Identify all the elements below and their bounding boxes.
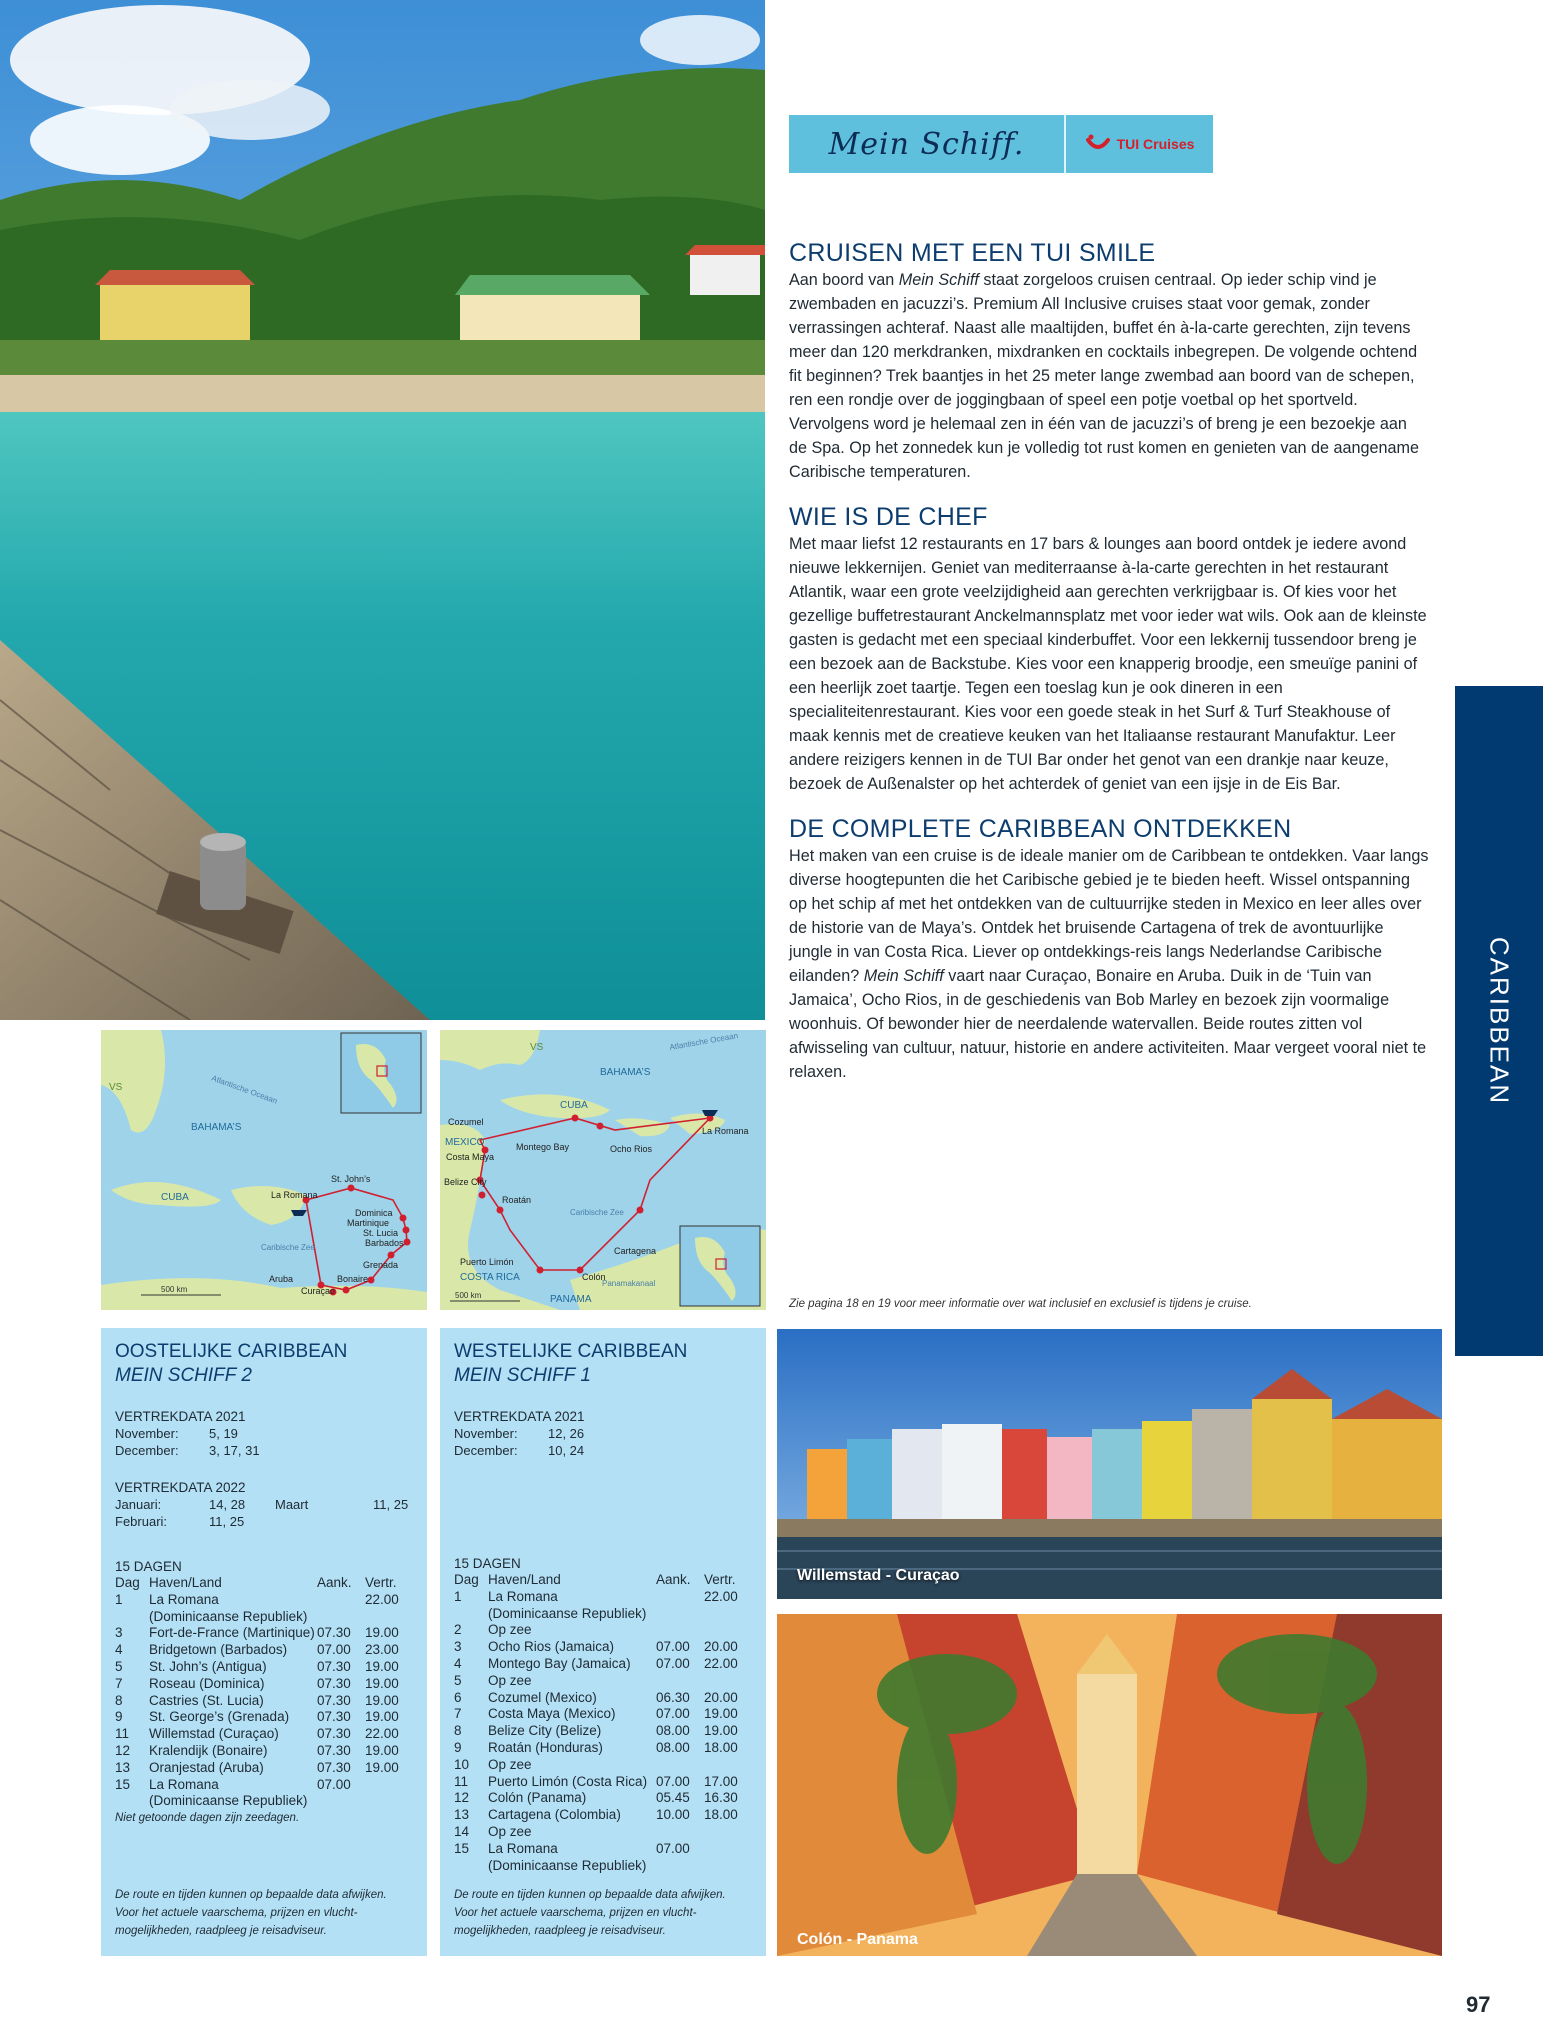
cell-arr: 07.30 — [317, 1709, 351, 1725]
cell-day: 13 — [115, 1759, 131, 1775]
photo-caption: Willemstad - Curaçao — [797, 1567, 960, 1584]
region-label: CARIBBEAN — [1484, 936, 1515, 1106]
itinerary-table — [115, 1575, 413, 1810]
cell-day: 9 — [454, 1739, 462, 1755]
cell-dep: 22.00 — [365, 1591, 399, 1607]
table-row — [454, 1622, 752, 1639]
table-row — [115, 1709, 413, 1726]
itinerary-box-west — [440, 1328, 766, 1956]
itinerary-table — [454, 1572, 752, 1874]
table-row — [454, 1774, 752, 1791]
duration-label: 15 DAGEN — [454, 1556, 521, 1571]
cell-arr — [656, 1589, 704, 1606]
cell-arr: 07.00 — [317, 1776, 351, 1792]
table-row — [454, 1706, 752, 1723]
itinerary-box-east — [101, 1328, 427, 1956]
map-western-caribbean — [440, 1030, 766, 1310]
table-row — [115, 1793, 413, 1810]
article-text — [789, 238, 1429, 1102]
cell-port: (Dominicaanse Republiek) — [488, 1605, 647, 1621]
cell-arr: 07.00 — [656, 1706, 690, 1722]
cell-dep: 16.30 — [704, 1790, 738, 1806]
cell-port: La Romana — [149, 1776, 219, 1792]
cell-day — [454, 1606, 488, 1623]
cell-day: 8 — [115, 1692, 123, 1708]
cell-day: 9 — [115, 1709, 123, 1725]
port-label: Grenada — [363, 1260, 399, 1270]
table-row — [115, 1693, 413, 1710]
cell-arr: 06.30 — [656, 1689, 690, 1705]
dates-row: November: 5, 19 — [115, 1426, 238, 1441]
cell-day: 3 — [454, 1639, 462, 1655]
table-row — [115, 1625, 413, 1642]
cell-dep — [365, 1609, 413, 1626]
cell-arr — [656, 1824, 704, 1841]
port-label: Dominica — [355, 1208, 393, 1218]
port-label: Martinique — [347, 1218, 390, 1228]
cell-day — [115, 1793, 149, 1810]
table-row — [454, 1606, 752, 1623]
cell-day: 4 — [115, 1642, 123, 1658]
cell-port: St. John’s (Antigua) — [149, 1658, 267, 1674]
cell-day: 10 — [454, 1756, 470, 1772]
map-label-vs: VS — [109, 1082, 123, 1093]
port-label: Montego Bay — [516, 1142, 570, 1152]
cell-port: Montego Bay (Jamaica) — [488, 1655, 631, 1671]
cell-arr: 07.00 — [656, 1840, 690, 1856]
dates-label: VERTREKDATA 2021 — [115, 1409, 246, 1424]
section-heading-2: WIE IS DE CHEF — [789, 503, 988, 531]
dates-label: VERTREKDATA 2021 — [454, 1409, 585, 1424]
section-body-1: Aan boord van Mein Schiff staat zorgeloos cruisen centraal. Op ieder schip vind je zwembaden en jacuzzi’s. Premium All Inclusive cruises staat voor gemak, zonder verrassingen achteraf. Naast alle maaltijden, buffet én à-la-carte gerechten, zijn tevens meer dan 120 merkdranken, mixdranken en cocktails inbegrepen. De volgende ochtend fit beginnen? Trek baantjes in het 25 meter lange zwembad aan boord van de schepen, ren een rondje over de joggingbaan of speel een potje voetbal op het sportveld. Vervolgens word je helemaal zen in één van de jacuzzi’s of breng je een bezoekje aan de Spa. Op het zonnedek kun je volledig tot rust komen en genieten van de aangename Caribische temperaturen. — [789, 271, 1419, 481]
cell-port: Op zee — [488, 1756, 532, 1772]
map-label-panama: PANAMA — [550, 1294, 592, 1305]
duration-label: 15 DAGEN — [115, 1559, 182, 1574]
cell-arr: 07.00 — [656, 1773, 690, 1789]
cell-port: Cozumel (Mexico) — [488, 1689, 597, 1705]
cell-day: 7 — [115, 1675, 123, 1691]
cell-port: Willemstad (Curaçao) — [149, 1726, 279, 1742]
cell-dep: 19.00 — [365, 1709, 399, 1725]
cell-day: 14 — [454, 1823, 470, 1839]
cell-arr: 07.30 — [317, 1726, 351, 1742]
section-body-3: Het maken van een cruise is de ideale manier om de Caribbean te ontdekken. Vaar langs diverse hoogtepunten die het Caribische gebied je te bieden heeft. Wissel ontspanning op het schip af met het ontdekken van de cultuurrijke steden in Mexico en leer alles over de historie van de Maya’s. Ontdek het bruisende Cartagena of trek de avontuurlijke jungle in van Costa Rica. Liever op ontdekkings-reis langs Nederlandse Caribische eilanden? Mein Schiff vaart naar Curaçao, Bonaire en Aruba. Duik in de ‘Tuin van Jamaica’, Ocho Rios, in de geschiedenis van Bob Marley en bezoek zijn voormalige woonhuis. Of bewonder hier de neerdalende watervallen. Beide routes zitten vol afwisseling van cultuur, natuur, historie en andere activiteiten. Maar vergeet vooral niet te relaxen. — [789, 847, 1429, 1081]
map-label-cuba: CUBA — [560, 1100, 588, 1111]
section-heading-1: CRUISEN MET EEN TUI SMILE — [789, 239, 1156, 267]
cell-arr: 07.30 — [317, 1658, 351, 1674]
itinerary-ship: MEIN SCHIFF 1 — [454, 1365, 591, 1386]
cell-dep — [704, 1622, 752, 1639]
cell-port: Kralendijk (Bonaire) — [149, 1742, 268, 1758]
itinerary-title: WESTELIJKE CARIBBEAN — [454, 1341, 688, 1362]
logo-partner — [1066, 115, 1213, 173]
cell-dep: 19.00 — [704, 1706, 738, 1722]
table-row — [454, 1807, 752, 1824]
port-label: La Romana — [271, 1190, 318, 1200]
tui-smile-icon — [1085, 134, 1111, 155]
itinerary-note: Niet getoonde dagen zijn zeedagen. — [115, 1812, 300, 1825]
cell-arr: 07.00 — [656, 1639, 690, 1655]
port-label: La Romana — [702, 1126, 749, 1136]
cell-day: 12 — [454, 1790, 470, 1806]
cell-port: (Dominicaanse Republiek) — [149, 1793, 308, 1809]
hero-photo — [0, 0, 765, 1020]
cell-port: Fort-de-France (Martinique) — [149, 1625, 315, 1641]
cell-port: Bridgetown (Barbados) — [149, 1642, 288, 1658]
cell-day: 3 — [115, 1625, 123, 1641]
cell-port: Oranjestad (Aruba) — [149, 1759, 264, 1775]
cell-day: 4 — [454, 1655, 462, 1671]
cell-day: 5 — [454, 1672, 462, 1688]
dates-row: Februari: 11, 25 — [115, 1514, 245, 1529]
cell-port: Belize City (Belize) — [488, 1723, 602, 1739]
cell-port: (Dominicaanse Republiek) — [488, 1857, 647, 1873]
cell-day: 13 — [454, 1807, 470, 1823]
cell-day: 1 — [115, 1591, 123, 1607]
cell-arr — [656, 1622, 704, 1639]
table-row — [454, 1757, 752, 1774]
cell-day: 6 — [454, 1689, 462, 1705]
section-heading-3: DE COMPLETE CARIBBEAN ONTDEKKEN — [789, 815, 1292, 843]
port-label: Bonaire — [337, 1274, 369, 1284]
page-number: 97 — [1466, 1992, 1491, 2017]
cell-dep: 20.00 — [704, 1689, 738, 1705]
table-row — [115, 1609, 413, 1626]
cell-day: 5 — [115, 1658, 123, 1674]
cell-day — [454, 1858, 488, 1875]
cell-dep — [365, 1793, 413, 1810]
table-row — [454, 1824, 752, 1841]
table-row — [115, 1726, 413, 1743]
port-label: Belize City — [444, 1177, 487, 1187]
port-label: Colón — [582, 1272, 606, 1282]
itinerary-footer: De route en tijden kunnen op bepaalde data afwijken. Voor het actuele vaarschema, prijzen en vlucht-mogelijkheden, raadpleeg je reisadviseur. — [115, 1889, 387, 1937]
cell-day: 8 — [454, 1723, 462, 1739]
cell-dep: 19.00 — [365, 1625, 399, 1641]
cell-dep: 17.00 — [704, 1773, 738, 1789]
photo-caption: Colón - Panama — [797, 1931, 918, 1948]
map-label-ocean: Atlantische Oceaan — [210, 1073, 279, 1106]
dates-row: Januari: 14, 28 Maart 11, 25 — [115, 1497, 409, 1512]
table-row — [115, 1592, 413, 1609]
dates-row: December: 10, 24 — [454, 1443, 585, 1458]
cell-dep — [704, 1673, 752, 1690]
table-row — [454, 1589, 752, 1606]
cell-dep: 22.00 — [704, 1655, 738, 1671]
table-row — [115, 1676, 413, 1693]
cell-port: Ocho Rios (Jamaica) — [488, 1639, 615, 1655]
cell-dep: 20.00 — [704, 1639, 738, 1655]
cell-port: Costa Maya (Mexico) — [488, 1706, 616, 1722]
cell-arr: 08.00 — [656, 1739, 690, 1755]
table-row — [115, 1777, 413, 1794]
logo-partner-label: TUI Cruises — [1116, 136, 1195, 152]
section-body-2: Met maar liefst 12 restaurants en 17 bars & lounges aan boord ontdek je iedere avond nieuwe lekkernijen. Geniet van mediterraanse à-la-carte gerechten in het restaurant Atlantik, waar een grote veelzijdigheid aan gerechten verkrijgbaar is. Of kies voor het gezellige buffetrestaurant Anckelmannsplatz met voor ieder wat wils. Ook aan de kleinste gasten is gedacht met een speciaal kinderbuffet. Voor een lekkernij tussendoor breng je een bezoek aan de Backstube. Kies voor een knapperig broodje, een smeuïge panini of een heerlijk zoet taartje. Tegen een toeslag kun je ook dineren in een specialiteitenrestaurant. Kies voor een goede steak in het Surf & Turf Steakhouse of maak kennis met de creatieve keuken van het Italiaanse restaurant Manufaktur. Leer andere reizigers kennen in de TUI Bar onder het genot van een drankje naar keuze, bezoek de Außenalster op het achterdek of geniet van een ijsje in de Eis Bar. — [789, 535, 1427, 793]
cell-arr: 10.00 — [656, 1807, 690, 1823]
table-row — [454, 1690, 752, 1707]
table-header: Dag Haven/Land Aank. Vertr. — [115, 1575, 397, 1590]
cell-dep: 19.00 — [365, 1675, 399, 1691]
map-label-vs: VS — [530, 1042, 544, 1053]
map-label-ocean: Atlantische Oceaan — [668, 1031, 739, 1052]
cell-port: Puerto Limón (Costa Rica) — [488, 1773, 648, 1789]
cell-dep — [704, 1757, 752, 1774]
map-label-costa-rica: COSTA RICA — [460, 1272, 520, 1283]
map-label-canal: Panamakanaal — [602, 1279, 656, 1288]
cell-dep: 22.00 — [704, 1588, 738, 1604]
cell-port: Cartagena (Colombia) — [488, 1807, 621, 1823]
cell-port: La Romana — [488, 1588, 558, 1604]
cell-arr: 07.30 — [317, 1675, 351, 1691]
map-label-bahamas: BAHAMA’S — [191, 1122, 242, 1133]
cell-day: 11 — [115, 1726, 130, 1742]
cell-dep: 19.00 — [365, 1658, 399, 1674]
map-label-mexico: MEXICO — [445, 1137, 485, 1148]
cell-dep: 19.00 — [365, 1759, 399, 1775]
table-row — [115, 1760, 413, 1777]
cell-arr: 08.00 — [656, 1723, 690, 1739]
cell-dep: 18.00 — [704, 1739, 738, 1755]
mein-schiff-logo — [789, 115, 1213, 173]
cell-port: St. George’s (Grenada) — [149, 1709, 290, 1725]
cell-arr: 07.30 — [317, 1625, 351, 1641]
cell-day: 7 — [454, 1706, 462, 1722]
cell-day: 15 — [115, 1776, 131, 1792]
cell-arr — [317, 1609, 365, 1626]
cell-arr — [656, 1606, 704, 1623]
cell-port: Op zee — [488, 1672, 532, 1688]
cell-arr — [317, 1592, 365, 1609]
region-side-tab — [1455, 686, 1543, 1356]
map-label-scale: 500 km — [161, 1285, 188, 1294]
table-row — [454, 1723, 752, 1740]
cell-dep: 22.00 — [365, 1726, 399, 1742]
cell-arr — [317, 1793, 365, 1810]
cell-dep — [704, 1824, 752, 1841]
cell-dep: 19.00 — [365, 1742, 399, 1758]
photo-willemstad — [777, 1329, 1442, 1599]
cell-arr: 05.45 — [656, 1790, 690, 1806]
dates-label: VERTREKDATA 2022 — [115, 1480, 246, 1495]
cell-day — [115, 1609, 149, 1626]
map-label-sea: Caribische Zee — [570, 1208, 624, 1217]
port-label: Curaçao — [301, 1286, 336, 1296]
table-row — [454, 1656, 752, 1673]
cell-port: Roatán (Honduras) — [488, 1739, 603, 1755]
itinerary-ship: MEIN SCHIFF 2 — [115, 1365, 252, 1386]
cell-port: La Romana — [149, 1591, 219, 1607]
cell-port: La Romana — [488, 1840, 558, 1856]
cell-day: 12 — [115, 1742, 131, 1758]
cell-arr: 07.00 — [317, 1642, 351, 1658]
photo-colon — [777, 1614, 1442, 1956]
cell-port: (Dominicaanse Republiek) — [149, 1608, 308, 1624]
port-label: Puerto Limón — [460, 1257, 514, 1267]
dates-row: December: 3, 17, 31 — [115, 1443, 260, 1458]
cell-dep: 19.00 — [365, 1692, 399, 1708]
cell-arr — [656, 1673, 704, 1690]
table-row — [454, 1639, 752, 1656]
cell-dep: 18.00 — [704, 1807, 738, 1823]
logo-divider — [1064, 115, 1066, 173]
table-row — [454, 1841, 752, 1858]
map-eastern-caribbean — [101, 1030, 427, 1310]
port-label: Roatán — [502, 1195, 532, 1205]
table-header: Dag Haven/Land Aank. Vertr. — [454, 1572, 736, 1587]
port-label: Cozumel — [448, 1117, 484, 1127]
port-label: Barbados — [365, 1238, 404, 1248]
table-row — [115, 1743, 413, 1760]
cell-dep — [704, 1858, 752, 1875]
table-row — [454, 1790, 752, 1807]
cell-arr: 07.30 — [317, 1742, 351, 1758]
port-label: Costa Maya — [446, 1152, 495, 1162]
cell-day: 11 — [454, 1773, 469, 1789]
logo-brand: Mein Schiff. — [828, 126, 1025, 162]
port-label: St. Lucia — [363, 1228, 399, 1238]
cell-arr: 07.30 — [317, 1759, 351, 1775]
table-row — [115, 1659, 413, 1676]
cell-dep: 23.00 — [365, 1642, 399, 1658]
map-label-sea: Caribische Zee — [261, 1243, 315, 1252]
cell-port: Op zee — [488, 1823, 532, 1839]
cell-dep: 19.00 — [704, 1723, 738, 1739]
cell-port: Roseau (Dominica) — [149, 1675, 265, 1691]
map-label-scale: 500 km — [455, 1291, 482, 1300]
itinerary-title: OOSTELIJKE CARIBBEAN — [115, 1341, 348, 1362]
itinerary-footer: De route en tijden kunnen op bepaalde data afwijken. Voor het actuele vaarschema, prijzen en vlucht-mogelijkheden, raadpleeg je reisadviseur. — [454, 1889, 726, 1937]
table-row — [115, 1642, 413, 1659]
cell-day: 15 — [454, 1840, 470, 1856]
table-row — [454, 1740, 752, 1757]
cell-arr — [656, 1858, 704, 1875]
cell-arr — [656, 1757, 704, 1774]
port-label: Aruba — [269, 1274, 294, 1284]
port-label: St. John’s — [331, 1174, 371, 1184]
table-row — [454, 1858, 752, 1875]
cell-arr: 07.30 — [317, 1692, 351, 1708]
cell-dep — [704, 1606, 752, 1623]
cell-port: Colón (Panama) — [488, 1790, 587, 1806]
port-label: Ocho Rios — [610, 1144, 653, 1154]
cell-port: Op zee — [488, 1622, 532, 1638]
dates-row: November: 12, 26 — [454, 1426, 585, 1441]
cell-arr: 07.00 — [656, 1655, 690, 1671]
cell-dep — [704, 1841, 752, 1858]
cell-day: 1 — [454, 1588, 462, 1604]
table-row — [454, 1673, 752, 1690]
cell-dep — [365, 1777, 413, 1794]
cell-port: Castries (St. Lucia) — [149, 1692, 264, 1708]
map-label-cuba: CUBA — [161, 1192, 189, 1203]
inclusive-disclaimer: Zie pagina 18 en 19 voor meer informatie over wat inclusief en exclusief is tijdens je cruise. — [789, 1298, 1252, 1310]
cell-day: 2 — [454, 1622, 462, 1638]
map-label-bahamas: BAHAMA’S — [600, 1067, 651, 1078]
port-label: Cartagena — [614, 1246, 657, 1256]
